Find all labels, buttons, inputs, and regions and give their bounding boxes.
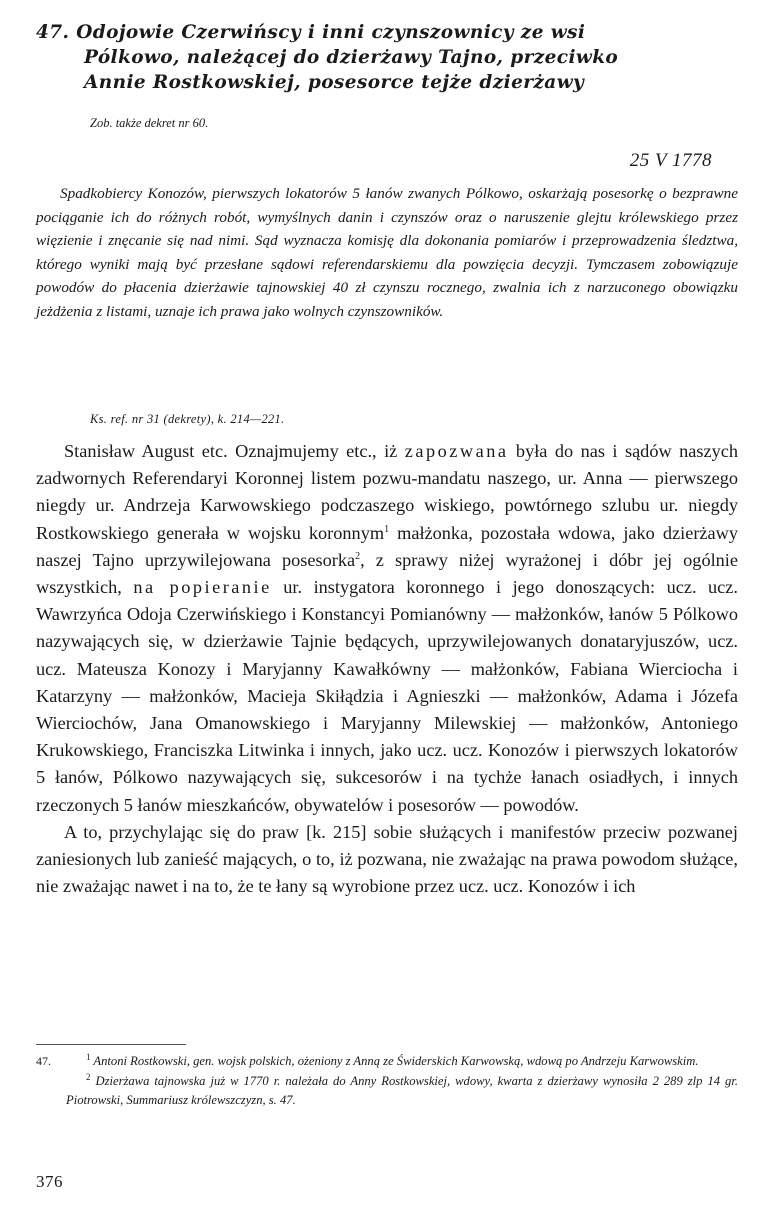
summary-paragraph: Spadkobiercy Konozów, pierwszych lokatorów 5 łanów zwanych Pólkowo, oskarżają posesorkę o bezprawne pociąganie ich do różnych robót, wymyślnych danin i czynszów oraz o naruszenie glejtu królewskiego przez więzienie i znęcanie się nad nimi. Sąd wyznacza komisję dla dokonania pomiarów i przeprowadzenia śledztwa, którego wyniki mają być przesłane sądowi referendarskiemu dla powzięcia decyzji. Tymczasem zobowiązuje powodów do płacenia dzierżawie tajnowskiej 40 zł czynszu rocznego, zwalnia ich z narzuconego obowiązku jeżdżenia z listami, uznaje ich prawa jako wolnych czynszowników. [36, 185, 738, 320]
body-text [36, 438, 738, 900]
title-line-1-text: Odojowie Czerwińscy i inni czynszownicy ze wsi [76, 22, 586, 43]
body-text-segment: ur. instygatora koronnego i jego donoszących: ucz. ucz. Wawrzyńca Odoja Czerwińskiego i Konstancyi Pomianówny — małżonków, łanów 5 Pólkowo nazywających się, w dzierżawie Tajnie będących, uprzywilejowanych donataryjuszów, ucz. ucz. Mateusza Konozy i Maryjanny Kawałkówny — małżonków, Fabiana Wierciocha i Katarzyny — małżonków, Macieja Skiłądzia i Agnieszki — małżonków, Adama i Józefa Wierciochów, Jana Omanowskiego i Maryjanny Milewskiej — małżonków, Antoniego Krukowskiego, Franciszka Litwinka i innych, jako ucz. ucz. Konozów i pierwszych lokatorów 5 łanów, Pólkowo nazywających się, sukcesorów i na tychże łanach osiadłych, i innych rzeczonych 5 łanów mieszkańców, obywatelów i posesorów — powodów. [36, 577, 738, 815]
cross-reference: Zob. także dekret nr 60. [90, 116, 209, 130]
footnotes [36, 1052, 738, 1111]
footnote-document-ref: 47. [36, 1054, 51, 1068]
title-line-1 [36, 20, 744, 45]
footnote-mark-1[interactable]: 1 [384, 523, 390, 535]
document-number: 47. [36, 22, 70, 43]
footnote-1-text: Antoni Rostkowski, gen. wojsk polskich, ożeniony z Anną ze Świderskich Karwowską, wdową po Andrzeju Karwowskim. [93, 1054, 699, 1068]
body-text-segment: małżonka, pozostała wdowa, jako dzierżawy naszej Tajno uprzywilejowana posesorka [36, 522, 738, 570]
title-line-2: Pólkowo, należącej do dzierżawy Tajno, przeciwko [84, 47, 619, 68]
footnote-2-number: 2 [86, 1071, 91, 1082]
page-number: 376 [36, 1172, 63, 1191]
body-spaced-phrase: na popieranie [133, 577, 272, 598]
footnote-2 [36, 1072, 738, 1111]
title-line-3: Annie Rostkowskiej, posesorce tejże dzierżawy [84, 72, 585, 93]
footnote-mark-2[interactable]: 2 [355, 550, 361, 562]
footnote-2-text: Dzierżawa tajnowska już w 1770 r. należała do Anny Rostkowskiej, wdowy, kwarta z dzierżawy wynosiła 2 289 zlp 14 gr. Piotrowski, Summariusz królewszczyzn, s. 47. [66, 1073, 738, 1107]
body-paragraph-1 [36, 438, 738, 819]
body-text-segment: Stanisław August etc. Oznajmujemy etc., iż [64, 441, 398, 461]
source-reference: Ks. ref. nr 31 (dekrety), k. 214—221. [90, 412, 285, 426]
body-paragraph-2: A to, przychylając się do praw [k. 215] sobie służących i manifestów przeciw pozwanej zaniesionych lub zanieść mających, o to, iż pozwana, nie zważając na prawa powodom służące, nie zważając nawet i na to, że te łany są wyrobione przez ucz. ucz. Konozów i ich [36, 821, 738, 897]
footnote-1-number: 1 [86, 1051, 91, 1062]
body-text-segment: była do nas i sądów naszych zadwornych Referendaryi Koronnej listem pozwu-mandatu naszego, ur. Anna — pierwszego niegdy ur. Andrzeja Karwowskiego podczaszego wiskiego, powtórnego szlubu ur. niegdy Rostkowskiego generała w wojsku koronnym [36, 441, 739, 543]
footnote-divider [36, 1044, 186, 1045]
body-spaced-word: zapozwana [404, 441, 509, 461]
document-title [36, 20, 744, 95]
body-text-segment: , z sprawy niżej wyrażonej i dóbr jej ogólnie wszystkich, [36, 549, 739, 598]
footnote-1 [36, 1052, 738, 1072]
document-date: 25 V 1778 [629, 150, 712, 171]
